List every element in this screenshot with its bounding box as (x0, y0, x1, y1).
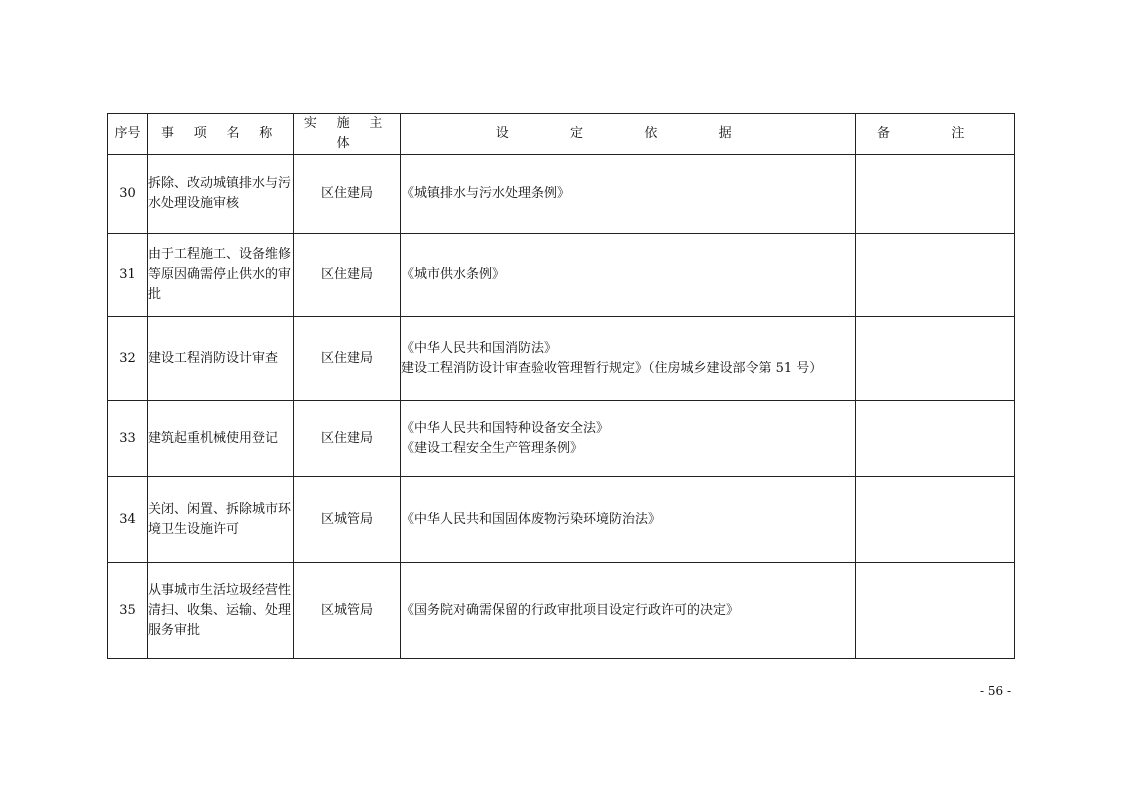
header-name: 事 项 名 称 (148, 114, 294, 155)
row-name: 拆除、改动城镇排水与污水处理设施审核 (148, 155, 294, 234)
row-basis (401, 563, 856, 659)
table-row (108, 155, 1015, 234)
basis-line: 《中华人民共和国特种设备安全法》 (401, 420, 610, 436)
row-basis (401, 234, 856, 317)
row-basis (401, 317, 856, 401)
row-name: 由于工程施工、设备维修等原因确需停止供水的审批 (148, 234, 294, 317)
basis-line: 《城镇排水与污水处理条例》 (401, 186, 571, 202)
row-basis (401, 155, 856, 234)
row-org: 区城管局 (294, 563, 401, 659)
row-remark (856, 401, 1015, 477)
header-org: 实 施 主 体 (294, 114, 401, 155)
row-org: 区城管局 (294, 477, 401, 563)
row-seq: 34 (108, 477, 148, 563)
row-remark (856, 234, 1015, 317)
table-row (108, 401, 1015, 477)
row-seq: 32 (108, 317, 148, 401)
header-seq: 序号 (108, 114, 148, 155)
items-table (107, 113, 1015, 659)
header-remark: 备 注 (856, 114, 1015, 155)
basis-line: 建设工程消防设计审查验收管理暂行规定》（住房城乡建设部令第 51 号） (401, 360, 823, 376)
row-name: 关闭、闲置、拆除城市环境卫生设施许可 (148, 477, 294, 563)
row-seq: 33 (108, 401, 148, 477)
row-seq: 35 (108, 563, 148, 659)
table-row (108, 317, 1015, 401)
basis-line: 《中华人民共和国消防法》 (401, 340, 558, 356)
basis-line: 《城市供水条例》 (401, 267, 506, 283)
row-org: 区住建局 (294, 234, 401, 317)
row-remark (856, 563, 1015, 659)
row-seq: 31 (108, 234, 148, 317)
row-basis (401, 401, 856, 477)
basis-line: 《国务院对确需保留的行政审批项目设定行政许可的决定》 (401, 602, 740, 618)
row-seq: 30 (108, 155, 148, 234)
row-org: 区住建局 (294, 401, 401, 477)
row-basis (401, 477, 856, 563)
table-row (108, 563, 1015, 659)
row-remark (856, 477, 1015, 563)
basis-line: 《中华人民共和国固体废物污染环境防治法》 (401, 511, 662, 527)
header-basis: 设 定 依 据 (401, 114, 856, 155)
row-remark (856, 317, 1015, 401)
table-header-row (108, 114, 1015, 155)
row-org: 区住建局 (294, 155, 401, 234)
row-name: 建设工程消防设计审查 (148, 317, 294, 401)
row-remark (856, 155, 1015, 234)
row-name: 建筑起重机械使用登记 (148, 401, 294, 477)
page-number: - 56 - (980, 684, 1012, 698)
row-org: 区住建局 (294, 317, 401, 401)
basis-line: 《建设工程安全生产管理条例》 (401, 440, 584, 456)
table-row (108, 477, 1015, 563)
table-row (108, 234, 1015, 317)
row-name: 从事城市生活垃圾经营性清扫、收集、运输、处理服务审批 (148, 563, 294, 659)
